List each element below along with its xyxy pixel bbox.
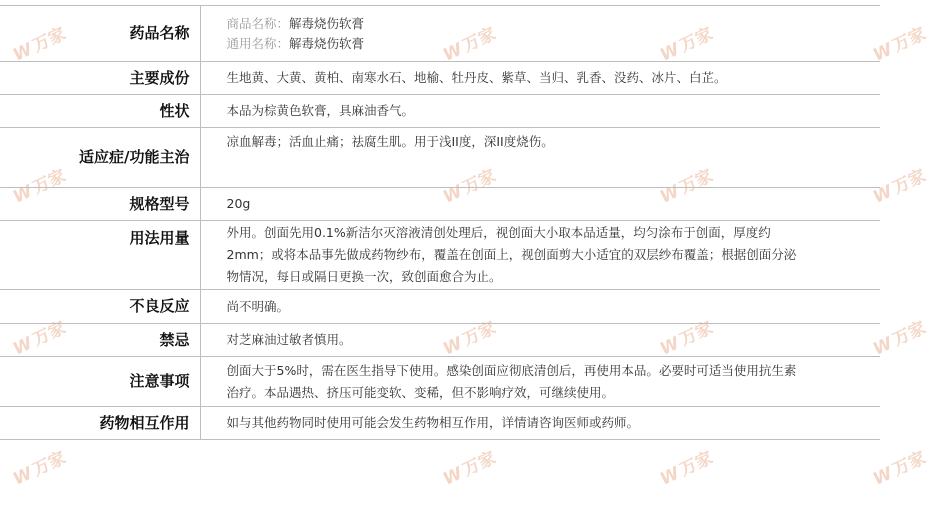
watermark-text: 万家: [29, 447, 70, 481]
watermark-text: 万家: [29, 165, 70, 199]
value-spec: 20g: [200, 188, 880, 221]
label-drug-name: 药品名称: [0, 6, 200, 62]
row-drug-name: [0, 6, 880, 62]
row-indications: [0, 128, 880, 188]
value-character: 本品为棕黄色软膏，具麻油香气。: [200, 95, 880, 128]
row-character: [0, 95, 880, 128]
watermark-glyph: W: [870, 181, 896, 208]
value-indications: 凉血解毒；活血止痛；祛腐生肌。用于浅II度，深II度烧伤。: [200, 128, 880, 188]
value-precautions: 创面大于5%时，需在医生指导下使用。感染创面应彻底清创后，再使用本品。必要时可适当使用抗生素治疗。本品遇热、挤压可能变软、变稀，但不影响疗效，可继续使用。: [200, 357, 880, 407]
label-indications: 适应症/功能主治: [0, 128, 200, 188]
watermark-glyph: W: [10, 333, 36, 360]
row-contraindications: [0, 324, 880, 357]
watermark-glyph: W: [10, 463, 36, 490]
label-usage: 用法用量: [0, 221, 200, 290]
watermark-text: 万家: [459, 23, 500, 57]
watermark-glyph: W: [10, 181, 36, 208]
label-precautions: 注意事项: [0, 357, 200, 407]
trade-name-value: 解毒烧伤软膏: [289, 15, 365, 31]
watermark-text: 万家: [676, 23, 717, 57]
watermark-glyph: W: [657, 181, 683, 208]
watermark-text: 万家: [676, 447, 717, 481]
trade-name-key: 商品名称：: [226, 15, 290, 31]
value-drug-name: [200, 6, 880, 62]
trade-name-line: [227, 14, 801, 34]
generic-name-key: 通用名称：: [226, 35, 290, 51]
label-spec: 规格型号: [0, 188, 200, 221]
label-character: 性状: [0, 95, 200, 128]
row-spec: [0, 188, 880, 221]
watermark-text: 万家: [676, 317, 717, 351]
value-usage: 外用。创面先用0.1%新洁尔灭溶液清创处理后，视创面大小取本品适量，均匀涂布于创面，厚度约2mm；或将本品事先做成药物纱布，覆盖在创面上，视创面剪大小适宜的双层纱布覆盖；根据创面分泌物情况，每日或隔日更换一次，致创面愈合为止。: [200, 221, 880, 290]
watermark-glyph: W: [440, 333, 466, 360]
watermark-glyph: W: [440, 181, 466, 208]
watermark-text: 万家: [459, 447, 500, 481]
watermark-glyph: W: [657, 463, 683, 490]
label-adverse: 不良反应: [0, 290, 200, 324]
row-adverse: [0, 290, 880, 324]
watermark-glyph: W: [870, 463, 896, 490]
watermark-text: 万家: [29, 23, 70, 57]
watermark-logo: [868, 436, 946, 491]
watermark-logo: [655, 436, 733, 491]
generic-name-value: 解毒烧伤软膏: [289, 35, 365, 51]
label-ingredients: 主要成份: [0, 62, 200, 95]
row-ingredients: [0, 62, 880, 95]
row-precautions: [0, 357, 880, 407]
watermark-text: 万家: [889, 165, 930, 199]
value-adverse: 尚不明确。: [200, 290, 880, 324]
watermark-glyph: W: [657, 333, 683, 360]
watermark-text: 万家: [459, 317, 500, 351]
value-contraindications: 对芝麻油过敏者慎用。: [200, 324, 880, 357]
watermark-glyph: W: [870, 39, 896, 66]
watermark-text: 万家: [29, 317, 70, 351]
watermark-glyph: W: [657, 39, 683, 66]
row-interactions: [0, 407, 880, 440]
watermark-text: 万家: [889, 317, 930, 351]
drug-info-table: [0, 5, 880, 440]
label-interactions: 药物相互作用: [0, 407, 200, 440]
generic-name-line: [227, 34, 801, 54]
watermark-glyph: W: [870, 333, 896, 360]
watermark-glyph: W: [440, 39, 466, 66]
watermark-text: 万家: [459, 165, 500, 199]
value-interactions: 如与其他药物同时使用可能会发生药物相互作用，详情请咨询医师或药师。: [200, 407, 880, 440]
watermark-text: 万家: [676, 165, 717, 199]
watermark-glyph: W: [440, 463, 466, 490]
watermark-glyph: W: [10, 39, 36, 66]
row-usage: [0, 221, 880, 290]
watermark-text: 万家: [889, 23, 930, 57]
value-ingredients: 生地黄、大黄、黄柏、南寒水石、地榆、牡丹皮、紫草、当归、乳香、没药、冰片、白芷。: [200, 62, 880, 95]
watermark-logo: [8, 436, 86, 491]
watermark-text: 万家: [889, 447, 930, 481]
watermark-logo: [438, 436, 516, 491]
label-contraindications: 禁忌: [0, 324, 200, 357]
